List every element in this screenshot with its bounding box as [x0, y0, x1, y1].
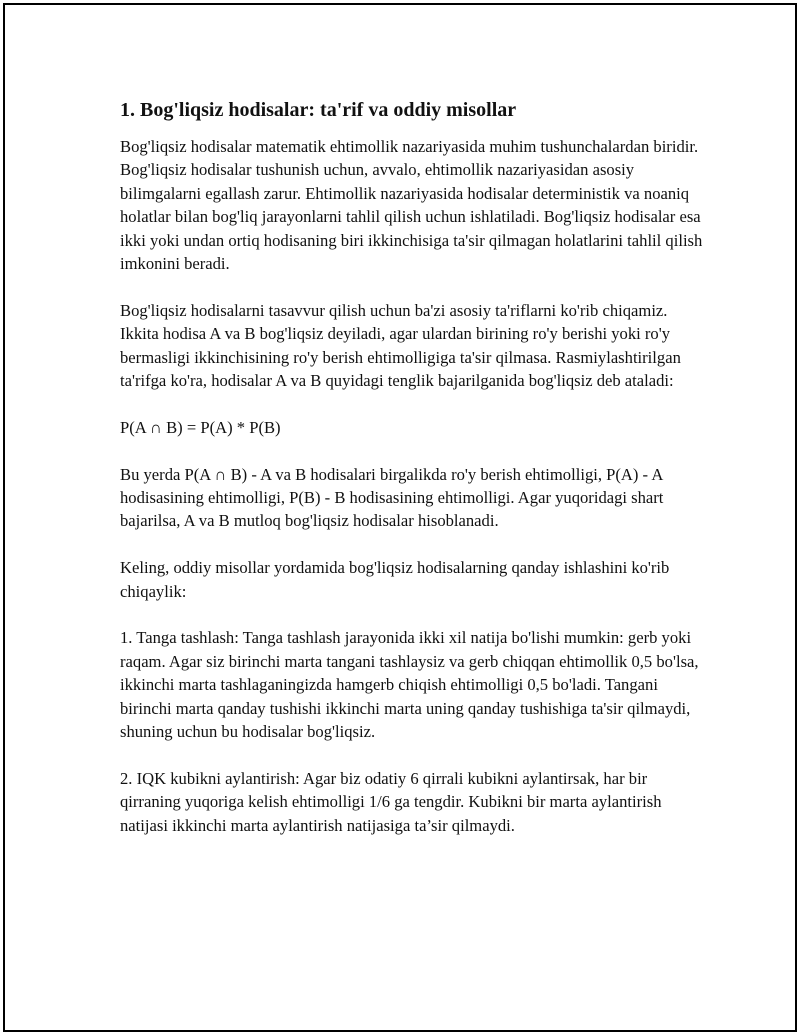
formula: P(A ∩ B) = P(A) * P(B): [120, 417, 281, 437]
paragraph-explanation: Bu yerda P(A ∩ B) - A va B hodisalari birgalikda ro'y berish ehtimolligi, P(A) - A hodisasining ehtimolligi, P(B) - B hodisasining ehtimolligi. Agar yuqoridagi shart bajarilsa, A va B mutloq bog'liqsiz hodisalar hisoblanadi.: [120, 464, 664, 531]
section-heading: 1. Bog'liqsiz hodisalar: ta'rif va oddiy misollar: [120, 99, 517, 121]
page-frame: [3, 3, 797, 1032]
paragraph-intro: Bog'liqsiz hodisalar matematik ehtimollik nazariyasida muhim tushunchalardan biridir. Bog'liqsiz hodisalar tushunish uchun, avvalo, ehtimollik nazariyasidan asosiy bilimgalarni egallash zarur. Ehtimollik nazariyasida hodisalar deterministik va noaniq holatlar bilan bog'liq jarayonlarni tahlil qilish uchun ishlatiladi. Bog'liqsiz hodisalar esa ikki yoki undan ortiq hodisaning biri ikkinchisiga ta'sir qilmagan holatlarini tahlil qilish imkonini beradi.: [120, 137, 703, 274]
paragraph-definition: Bog'liqsiz hodisalarni tasavvur qilish uchun ba'zi asosiy ta'riflarni ko'rib chiqamiz. Ikkita hodisa A va B bog'liqsiz deyiladi, agar ulardan birining ro'y berishi yoki ro'y bermasligi ikkinchisining ro'y berish ehtimolligiga ta'sir qilmasa. Rasmiylashtirilgan ta'rifga ko'ra, hodisalar A va B quyidagi tenglik bajarilganida bog'liqsiz deb ataladi:: [120, 300, 681, 391]
example-dice-roll: 2. IQK kubikni aylantirish: Agar biz odatiy 6 qirrali kubikni aylantirsak, har bir qirraning yuqoriga kelish ehtimolligi 1/6 ga tengdir. Kubikni bir marta aylantirish natijasi ikkinchi marta aylantirish natijasiga ta’sir qilmaydi.: [120, 768, 662, 835]
example-coin-toss: 1. Tanga tashlash: Tanga tashlash jarayonida ikki xil natija bo'lishi mumkin: gerb yoki raqam. Agar siz birinchi marta tangani tashlaysiz va gerb chiqqan ehtimollik 0,5 bo'lsa, ikkinchi marta tashlaganingizda hamgerb chiqish ehtimolligi 0,5 bo'ladi. Tangani birinchi marta qanday tushishi ikkinchi marta uning qanday tushishiga ta'sir qilmaydi, shuning uchun bu hodisalar bog'liqsiz.: [120, 628, 699, 742]
paragraph-examples-intro: Keling, oddiy misollar yordamida bog'liqsiz hodisalarning qanday ishlashini ko'rib chiqaylik:: [120, 558, 670, 601]
document-body: [120, 97, 705, 860]
